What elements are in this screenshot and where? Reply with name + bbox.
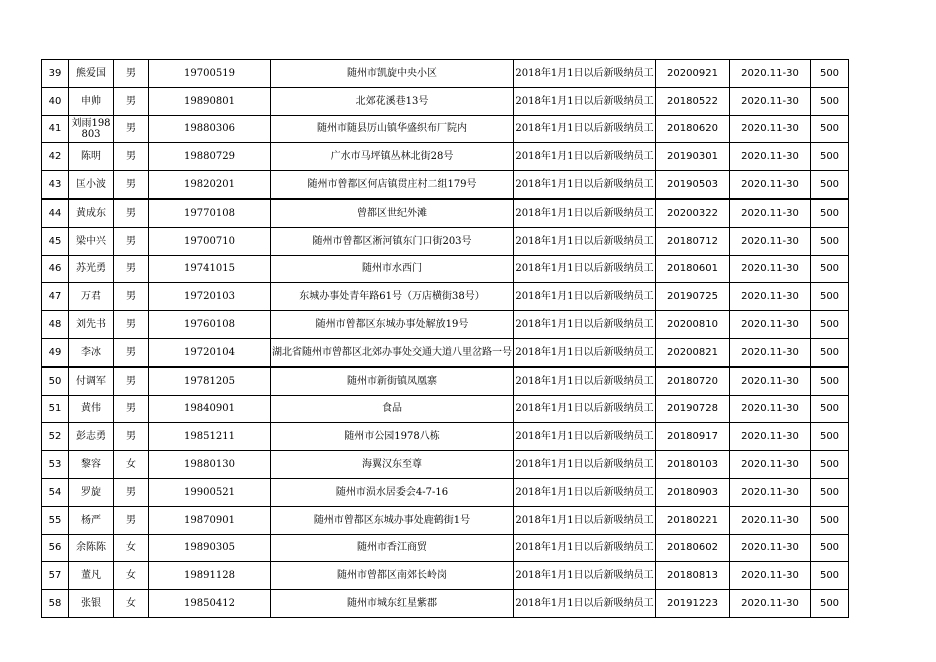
name-cell: 匡小波 bbox=[69, 171, 114, 199]
row-number: 50 bbox=[42, 367, 69, 395]
category-cell: 2018年1月1日以后新吸纳员工 bbox=[514, 171, 656, 199]
row-number: 43 bbox=[42, 171, 69, 199]
category-cell: 2018年1月1日以后新吸纳员工 bbox=[514, 87, 656, 115]
amount-cell: 500 bbox=[811, 311, 849, 339]
row-number: 47 bbox=[42, 283, 69, 311]
period-cell: 2020.11-30 bbox=[730, 338, 811, 366]
name-cell: 黄成东 bbox=[69, 199, 114, 227]
table-row bbox=[42, 199, 849, 227]
gender-cell: 男 bbox=[114, 338, 149, 366]
name-cell: 黎容 bbox=[69, 451, 114, 479]
name-cell: 罗旋 bbox=[69, 478, 114, 506]
address-cell: 东城办事处青年路61号（万店横街38号） bbox=[271, 283, 514, 311]
gender-cell: 男 bbox=[114, 423, 149, 451]
table-row bbox=[42, 395, 849, 423]
row-number: 41 bbox=[42, 115, 69, 143]
address-cell: 曾都区世纪外滩 bbox=[271, 199, 514, 227]
hire-date-cell: 20180601 bbox=[656, 255, 730, 283]
birth-date-cell: 19891128 bbox=[149, 562, 271, 590]
row-number: 49 bbox=[42, 338, 69, 366]
amount-cell: 500 bbox=[811, 255, 849, 283]
row-number: 52 bbox=[42, 423, 69, 451]
period-cell: 2020.11-30 bbox=[730, 115, 811, 143]
row-number: 42 bbox=[42, 143, 69, 171]
table-row bbox=[42, 562, 849, 590]
hire-date-cell: 20180712 bbox=[656, 227, 730, 255]
category-cell: 2018年1月1日以后新吸纳员工 bbox=[514, 451, 656, 479]
name-cell: 余陈陈 bbox=[69, 534, 114, 562]
amount-cell: 500 bbox=[811, 60, 849, 88]
period-cell: 2020.11-30 bbox=[730, 60, 811, 88]
address-cell: 湖北省随州市曾都区北郊办事处交通大道八里岔路一号 bbox=[271, 338, 514, 366]
hire-date-cell: 20190301 bbox=[656, 143, 730, 171]
period-cell: 2020.11-30 bbox=[730, 562, 811, 590]
period-cell: 2020.11-30 bbox=[730, 367, 811, 395]
birth-date-cell: 19880306 bbox=[149, 115, 271, 143]
amount-cell: 500 bbox=[811, 478, 849, 506]
table-row bbox=[42, 227, 849, 255]
gender-cell: 男 bbox=[114, 395, 149, 423]
birth-date-cell: 19781205 bbox=[149, 367, 271, 395]
birth-date-cell: 19760108 bbox=[149, 311, 271, 339]
birth-date-cell: 19880130 bbox=[149, 451, 271, 479]
amount-cell: 500 bbox=[811, 171, 849, 199]
address-cell: 随州市凯旋中央小区 bbox=[271, 60, 514, 88]
name-cell: 苏光勇 bbox=[69, 255, 114, 283]
category-cell: 2018年1月1日以后新吸纳员工 bbox=[514, 534, 656, 562]
table-row bbox=[42, 143, 849, 171]
gender-cell: 女 bbox=[114, 451, 149, 479]
hire-date-cell: 20180221 bbox=[656, 506, 730, 534]
amount-cell: 500 bbox=[811, 534, 849, 562]
period-cell: 2020.11-30 bbox=[730, 506, 811, 534]
amount-cell: 500 bbox=[811, 451, 849, 479]
table-row bbox=[42, 60, 849, 88]
gender-cell: 男 bbox=[114, 199, 149, 227]
name-cell: 付调军 bbox=[69, 367, 114, 395]
category-cell: 2018年1月1日以后新吸纳员工 bbox=[514, 199, 656, 227]
category-cell: 2018年1月1日以后新吸纳员工 bbox=[514, 590, 656, 618]
hire-date-cell: 20180903 bbox=[656, 478, 730, 506]
table-row bbox=[42, 534, 849, 562]
hire-date-cell: 20200322 bbox=[656, 199, 730, 227]
name-cell: 申帅 bbox=[69, 87, 114, 115]
name-cell: 熊爱国 bbox=[69, 60, 114, 88]
category-cell: 2018年1月1日以后新吸纳员工 bbox=[514, 367, 656, 395]
address-cell: 随州市曾都区东城办事处鹿鹤街1号 bbox=[271, 506, 514, 534]
row-number: 48 bbox=[42, 311, 69, 339]
period-cell: 2020.11-30 bbox=[730, 199, 811, 227]
birth-date-cell: 19820201 bbox=[149, 171, 271, 199]
gender-cell: 男 bbox=[114, 506, 149, 534]
table-row bbox=[42, 506, 849, 534]
birth-date-cell: 19770108 bbox=[149, 199, 271, 227]
address-cell: 海翼汉东至尊 bbox=[271, 451, 514, 479]
address-cell: 随州市城东红星紫郡 bbox=[271, 590, 514, 618]
address-cell: 随州市曾都区南郊长岭岗 bbox=[271, 562, 514, 590]
address-cell: 随州市香江商贸 bbox=[271, 534, 514, 562]
table-row bbox=[42, 87, 849, 115]
address-cell: 随州市曾都区东城办事处解放19号 bbox=[271, 311, 514, 339]
birth-date-cell: 19870901 bbox=[149, 506, 271, 534]
address-cell: 随州市随县厉山镇华盛织布厂院内 bbox=[271, 115, 514, 143]
hire-date-cell: 20180917 bbox=[656, 423, 730, 451]
amount-cell: 500 bbox=[811, 338, 849, 366]
birth-date-cell: 19900521 bbox=[149, 478, 271, 506]
table-body bbox=[42, 60, 849, 618]
amount-cell: 500 bbox=[811, 87, 849, 115]
gender-cell: 女 bbox=[114, 562, 149, 590]
table-row bbox=[42, 338, 849, 366]
birth-date-cell: 19720103 bbox=[149, 283, 271, 311]
period-cell: 2020.11-30 bbox=[730, 311, 811, 339]
amount-cell: 500 bbox=[811, 115, 849, 143]
gender-cell: 男 bbox=[114, 311, 149, 339]
gender-cell: 男 bbox=[114, 255, 149, 283]
hire-date-cell: 20200921 bbox=[656, 60, 730, 88]
table-row bbox=[42, 115, 849, 143]
birth-date-cell: 19890801 bbox=[149, 87, 271, 115]
amount-cell: 500 bbox=[811, 562, 849, 590]
row-number: 55 bbox=[42, 506, 69, 534]
gender-cell: 男 bbox=[114, 143, 149, 171]
table-row bbox=[42, 367, 849, 395]
table-row bbox=[42, 171, 849, 199]
category-cell: 2018年1月1日以后新吸纳员工 bbox=[514, 338, 656, 366]
gender-cell: 女 bbox=[114, 534, 149, 562]
row-number: 57 bbox=[42, 562, 69, 590]
birth-date-cell: 19720104 bbox=[149, 338, 271, 366]
row-number: 56 bbox=[42, 534, 69, 562]
period-cell: 2020.11-30 bbox=[730, 534, 811, 562]
category-cell: 2018年1月1日以后新吸纳员工 bbox=[514, 227, 656, 255]
row-number: 45 bbox=[42, 227, 69, 255]
amount-cell: 500 bbox=[811, 199, 849, 227]
category-cell: 2018年1月1日以后新吸纳员工 bbox=[514, 143, 656, 171]
period-cell: 2020.11-30 bbox=[730, 478, 811, 506]
gender-cell: 男 bbox=[114, 478, 149, 506]
row-number: 44 bbox=[42, 199, 69, 227]
name-cell: 刘雨198803 bbox=[69, 115, 114, 143]
name-cell: 梁中兴 bbox=[69, 227, 114, 255]
amount-cell: 500 bbox=[811, 283, 849, 311]
gender-cell: 男 bbox=[114, 115, 149, 143]
address-cell: 随州市涢水居委会4-7-16 bbox=[271, 478, 514, 506]
name-cell: 陈明 bbox=[69, 143, 114, 171]
period-cell: 2020.11-30 bbox=[730, 395, 811, 423]
birth-date-cell: 19741015 bbox=[149, 255, 271, 283]
period-cell: 2020.11-30 bbox=[730, 590, 811, 618]
name-cell: 刘先书 bbox=[69, 311, 114, 339]
address-cell: 随州市曾都区何店镇贯庄村二组179号 bbox=[271, 171, 514, 199]
address-cell: 北郊花溪巷13号 bbox=[271, 87, 514, 115]
hire-date-cell: 20180522 bbox=[656, 87, 730, 115]
period-cell: 2020.11-30 bbox=[730, 255, 811, 283]
gender-cell: 男 bbox=[114, 367, 149, 395]
table-row bbox=[42, 283, 849, 311]
table-row bbox=[42, 255, 849, 283]
row-number: 46 bbox=[42, 255, 69, 283]
amount-cell: 500 bbox=[811, 143, 849, 171]
gender-cell: 男 bbox=[114, 60, 149, 88]
amount-cell: 500 bbox=[811, 506, 849, 534]
amount-cell: 500 bbox=[811, 367, 849, 395]
birth-date-cell: 19851211 bbox=[149, 423, 271, 451]
name-cell: 万君 bbox=[69, 283, 114, 311]
hire-date-cell: 20200810 bbox=[656, 311, 730, 339]
birth-date-cell: 19880729 bbox=[149, 143, 271, 171]
hire-date-cell: 20180720 bbox=[656, 367, 730, 395]
birth-date-cell: 19890305 bbox=[149, 534, 271, 562]
period-cell: 2020.11-30 bbox=[730, 283, 811, 311]
hire-date-cell: 20190728 bbox=[656, 395, 730, 423]
name-cell: 彭志勇 bbox=[69, 423, 114, 451]
period-cell: 2020.11-30 bbox=[730, 423, 811, 451]
name-cell: 黄伟 bbox=[69, 395, 114, 423]
category-cell: 2018年1月1日以后新吸纳员工 bbox=[514, 255, 656, 283]
address-cell: 广水市马坪镇丛林北街28号 bbox=[271, 143, 514, 171]
table-row bbox=[42, 590, 849, 618]
gender-cell: 男 bbox=[114, 171, 149, 199]
hire-date-cell: 20200821 bbox=[656, 338, 730, 366]
row-number: 58 bbox=[42, 590, 69, 618]
address-cell: 随州市水西门 bbox=[271, 255, 514, 283]
hire-date-cell: 20191223 bbox=[656, 590, 730, 618]
gender-cell: 男 bbox=[114, 227, 149, 255]
address-cell: 随州市曾都区淅河镇东门口街203号 bbox=[271, 227, 514, 255]
period-cell: 2020.11-30 bbox=[730, 143, 811, 171]
birth-date-cell: 19700710 bbox=[149, 227, 271, 255]
category-cell: 2018年1月1日以后新吸纳员工 bbox=[514, 478, 656, 506]
name-cell: 李冰 bbox=[69, 338, 114, 366]
category-cell: 2018年1月1日以后新吸纳员工 bbox=[514, 311, 656, 339]
data-table bbox=[41, 59, 849, 618]
table-row bbox=[42, 423, 849, 451]
category-cell: 2018年1月1日以后新吸纳员工 bbox=[514, 423, 656, 451]
amount-cell: 500 bbox=[811, 395, 849, 423]
period-cell: 2020.11-30 bbox=[730, 171, 811, 199]
amount-cell: 500 bbox=[811, 423, 849, 451]
hire-date-cell: 20180103 bbox=[656, 451, 730, 479]
category-cell: 2018年1月1日以后新吸纳员工 bbox=[514, 562, 656, 590]
hire-date-cell: 20180813 bbox=[656, 562, 730, 590]
amount-cell: 500 bbox=[811, 590, 849, 618]
address-cell: 随州市新街镇凤凰寨 bbox=[271, 367, 514, 395]
category-cell: 2018年1月1日以后新吸纳员工 bbox=[514, 115, 656, 143]
address-cell: 食品 bbox=[271, 395, 514, 423]
hire-date-cell: 20190503 bbox=[656, 171, 730, 199]
row-number: 53 bbox=[42, 451, 69, 479]
name-cell: 董凡 bbox=[69, 562, 114, 590]
category-cell: 2018年1月1日以后新吸纳员工 bbox=[514, 395, 656, 423]
birth-date-cell: 19840901 bbox=[149, 395, 271, 423]
period-cell: 2020.11-30 bbox=[730, 227, 811, 255]
hire-date-cell: 20180620 bbox=[656, 115, 730, 143]
gender-cell: 男 bbox=[114, 283, 149, 311]
hire-date-cell: 20190725 bbox=[656, 283, 730, 311]
birth-date-cell: 19700519 bbox=[149, 60, 271, 88]
row-number: 39 bbox=[42, 60, 69, 88]
row-number: 54 bbox=[42, 478, 69, 506]
address-cell: 随州市公园1978八栋 bbox=[271, 423, 514, 451]
name-cell: 张银 bbox=[69, 590, 114, 618]
row-number: 40 bbox=[42, 87, 69, 115]
row-number: 51 bbox=[42, 395, 69, 423]
table-row bbox=[42, 451, 849, 479]
gender-cell: 女 bbox=[114, 590, 149, 618]
category-cell: 2018年1月1日以后新吸纳员工 bbox=[514, 60, 656, 88]
category-cell: 2018年1月1日以后新吸纳员工 bbox=[514, 283, 656, 311]
table-row bbox=[42, 311, 849, 339]
period-cell: 2020.11-30 bbox=[730, 87, 811, 115]
name-cell: 杨严 bbox=[69, 506, 114, 534]
amount-cell: 500 bbox=[811, 227, 849, 255]
category-cell: 2018年1月1日以后新吸纳员工 bbox=[514, 506, 656, 534]
table-row bbox=[42, 478, 849, 506]
gender-cell: 男 bbox=[114, 87, 149, 115]
hire-date-cell: 20180602 bbox=[656, 534, 730, 562]
period-cell: 2020.11-30 bbox=[730, 451, 811, 479]
birth-date-cell: 19850412 bbox=[149, 590, 271, 618]
